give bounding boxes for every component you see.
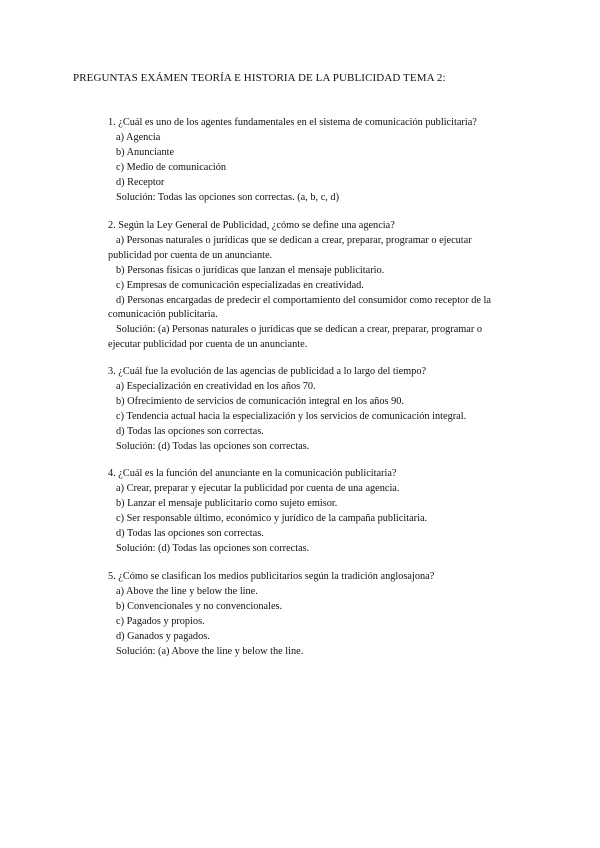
option-d: d) Personas encargadas de predecir el comportamiento del consumidor como receptor de la (116, 294, 491, 306)
question-4 (108, 467, 528, 556)
option-d: d) Todas las opciones son correctas. (116, 425, 264, 437)
question-text: 1. ¿Cuál es uno de los agentes fundamentales en el sistema de comunicación publicitaria? (108, 117, 477, 128)
option-c: c) Pagados y propios. (116, 615, 205, 627)
solution-continued: ejecutar publicidad por cuenta de un anunciante. (108, 339, 308, 351)
solution: Solución: Todas las opciones son correctas. (a, b, c, d) (116, 191, 339, 203)
solution: Solución: (a) Personas naturales o jurídicas que se dedican a crear, preparar, programar o (116, 324, 482, 336)
question-text: 2. Según la Ley General de Publicidad, ¿cómo se define una agencia? (108, 220, 395, 231)
option-c: c) Tendencia actual hacia la especialización y los servicios de comunicación integral. (116, 410, 467, 422)
question-text: 5. ¿Cómo se clasifican los medios publicitarios según la tradición anglosajona? (108, 571, 435, 582)
option-a: a) Personas naturales o jurídicas que se dedican a crear, preparar, programar o ejecutar (116, 234, 472, 246)
option-b: b) Lanzar el mensaje publicitario como sujeto emisor. (116, 497, 338, 509)
option-a: a) Crear, preparar y ejecutar la publicidad por cuenta de una agencia. (116, 482, 400, 494)
solution: Solución: (d) Todas las opciones son correctas. (116, 542, 310, 554)
question-5 (108, 570, 528, 659)
page-title: PREGUNTAS EXÁMEN TEORÍA E HISTORIA DE LA PUBLICIDAD TEMA 2: (73, 72, 446, 84)
question-3 (108, 365, 528, 454)
question-text: 3. ¿Cuál fue la evolución de las agencias de publicidad a lo largo del tiempo? (108, 366, 427, 377)
option-b: b) Personas físicas o jurídicas que lanzan el mensaje publicitario. (116, 264, 385, 276)
option-b: b) Convencionales y no convencionales. (116, 600, 283, 612)
option-a: a) Especialización en creatividad en los años 70. (116, 380, 316, 392)
option-c: c) Ser responsable último, económico y jurídico de la campaña publicitaria. (116, 512, 428, 524)
option-d-continued: comunicación publicitaria. (108, 309, 218, 321)
option-a: a) Above the line y below the line. (116, 585, 258, 597)
option-a: a) Agencia (116, 131, 161, 143)
question-text: 4. ¿Cuál es la función del anunciante en la comunicación publicitaria? (108, 468, 397, 479)
solution: Solución: (a) Above the line y below the line. (116, 645, 304, 657)
solution: Solución: (d) Todas las opciones son correctas. (116, 440, 310, 452)
option-d: d) Todas las opciones son correctas. (116, 527, 264, 539)
option-b: b) Ofrecimiento de servicios de comunicación integral en los años 90. (116, 395, 404, 407)
option-a-continued: publicidad por cuenta de un anunciante. (108, 249, 273, 261)
option-c: c) Empresas de comunicación especializadas en creatividad. (116, 279, 364, 291)
option-c: c) Medio de comunicación (116, 161, 227, 173)
option-d: d) Receptor (116, 176, 165, 188)
question-1 (108, 116, 528, 205)
option-b: b) Anunciante (116, 146, 175, 158)
question-2 (108, 219, 528, 353)
option-d: d) Ganados y pagados. (116, 630, 210, 642)
